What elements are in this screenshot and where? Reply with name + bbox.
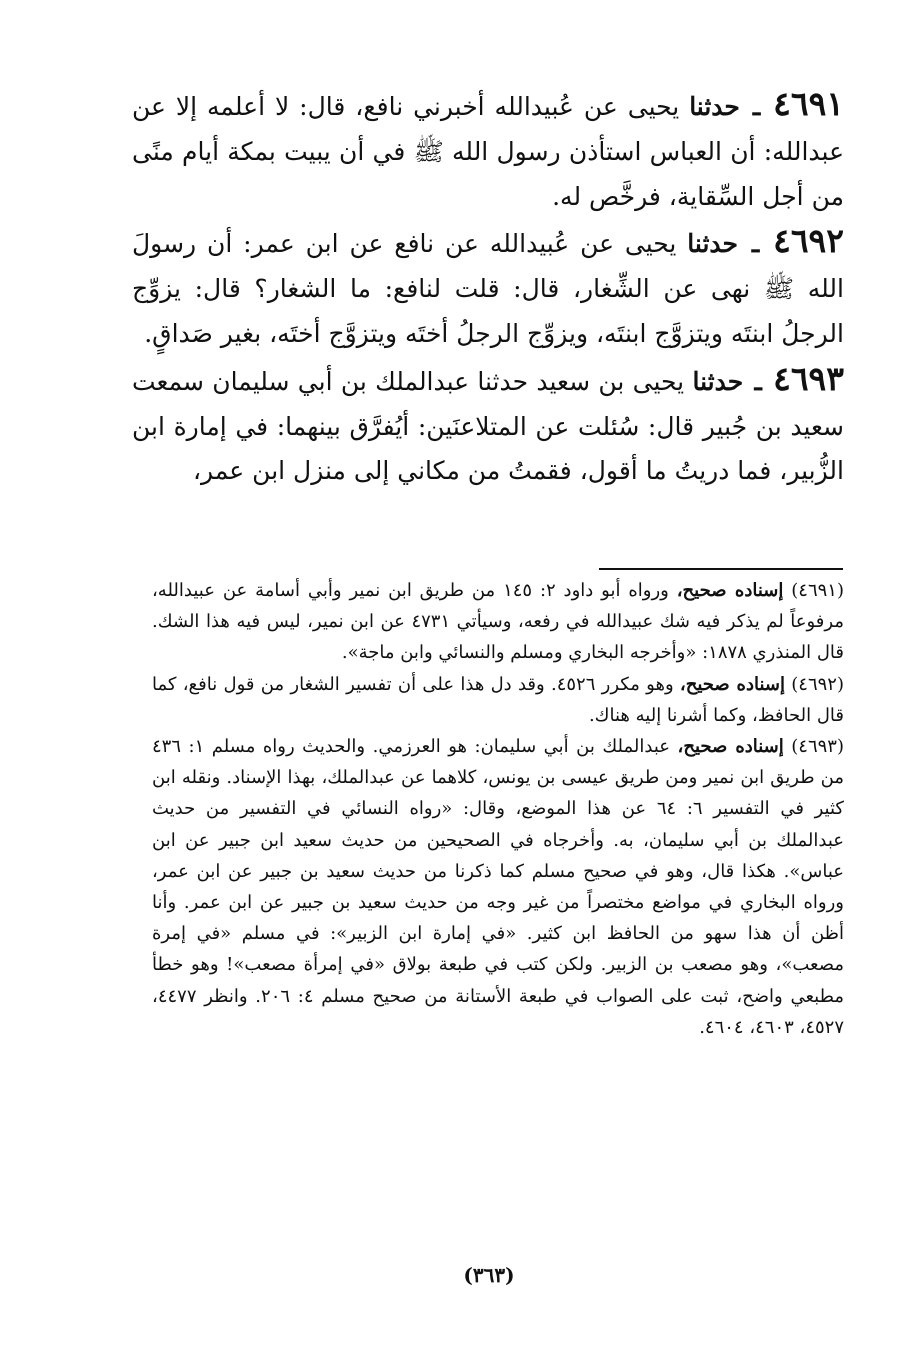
footnote-status: إسناده صحيح، — [676, 580, 784, 601]
hadith-4691 — [132, 82, 844, 219]
footnote-separator — [599, 568, 843, 570]
hadith-dash: ـ — [752, 92, 761, 121]
page-number: (٣٦٣) — [463, 1263, 515, 1287]
hadith-4693 — [132, 357, 844, 494]
hadith-4692 — [132, 219, 844, 356]
hadith-body: يحيى بن سعيد حدثنا عبدالملك بن أبي سليمان سمعت سعيد بن جُبير قال: سُئلت عن المتلاعنَين: أيُفرَّق بينهما: في إمارة ابن الزُّبير، فما دريتُ ما أقول، فقمتُ من مكاني إلى منزل ابن عمر، — [132, 366, 844, 486]
footnote-status: إسناده صحيح، — [677, 736, 784, 758]
hadith-opening: حدثنا — [687, 229, 738, 259]
footnote-number: (٤٦٩١) — [791, 580, 844, 601]
hadith-opening: حدثنا — [689, 92, 740, 121]
hadith-dash: ـ — [751, 229, 760, 259]
footnote-number: (٤٦٩٢) — [791, 673, 844, 695]
footnote-number: (٤٦٩٣) — [791, 736, 844, 758]
footnote-body: ورواه أبو داود ٢: ١٤٥ من طريق ابن نمير وأبي أسامة عن عبيدالله، مرفوعاً لم يذكر فيه شك عبيدالله في رفعه، وسيأتي ٤٧٣١ عن ابن نمير، ليس فيه هذا الشك. قال المنذري ١٨٧٨: «وأخرجه البخاري ومسلم والنسائي وابن ماجة». — [152, 580, 844, 664]
footnote-status: إسناده صحيح، — [679, 673, 785, 695]
hadith-number: ٤٦٩٣ — [773, 358, 845, 398]
hadith-opening: حدثنا — [692, 366, 744, 396]
footnote-4692 — [152, 669, 844, 731]
hadith-body: يحيى عن عُبيدالله أخبرني نافع، قال: لا أعلمه إلا عن عبدالله: أن العباس استأذن رسول الله ﷺ في أن يبيت بمكة أيام منًى من أجل السِّقاية، فرخَّص له. — [132, 92, 844, 211]
hadith-text-block — [132, 82, 844, 494]
footnote-body: عبدالملك بن أبي سليمان: هو العرزمي. والحديث رواه مسلم ١: ٤٣٦ من طريق ابن نمير ومن طريق عيسى بن يونس، كلاهما عن عبدالملك، بهذا الإسناد. ونقله ابن كثير في التفسير ٦: ٦٤ عن هذا الموضع، وقال: «رواه النسائي في التفسير من حديث عبدالملك بن أبي سليمان، به. وأخرجاه في الصحيحين من حديث سعيد ابن جبير عن ابن عباس». هكذا قال، وهو في صحيح مسلم كما ذكرنا من حديث سعيد بن جبير عن ابن عمر، ورواه البخاري في مواضع مختصراً من غير وجه من حديث سعيد بن جبير عن ابن عمر. وأنا أظن أن هذا سهو من الحافظ ابن كثير. «في إمارة ابن الزبير»: في مسلم «في إمرة مصعب»، وهو مصعب بن الزبير. ولكن كتب في طبعة بولاق «في إمرأة مصعب»! وهو خطأ مطبعي واضح، ثبت على الصواب في طبعة الأستانة من صحيح مسلم ٤: ٢٠٦. وانظر ٤٤٧٧، ٤٥٢٧، ٤٦٠٣، ٤٦٠٤. — [152, 736, 844, 1038]
footnote-4691 — [152, 575, 844, 669]
hadith-number: ٤٦٩٢ — [773, 221, 845, 261]
hadith-number: ٤٦٩١ — [773, 84, 845, 123]
hadith-body: يحيى عن عُبيدالله عن نافع عن ابن عمر: أن رسولَ الله ﷺ نهى عن الشِّغار، قال: قلت لنافع: ما الشغار؟ قال: يزوِّج الرجلُ ابنتَه ويتزوَّج ابنتَه، ويزوِّج الرجلُ أختَه ويتزوَّج أختَه، بغير صَداقٍ. — [132, 229, 844, 348]
hadith-dash: ـ — [754, 366, 762, 396]
footnote-4693 — [152, 731, 844, 1043]
footnote-body: وهو مكرر ٤٥٢٦. وقد دل هذا على أن تفسير الشغار من قول نافع، كما قال الحافظ، وكما أشرنا إليه هناك. — [152, 673, 844, 726]
footnotes-block — [152, 575, 844, 1043]
